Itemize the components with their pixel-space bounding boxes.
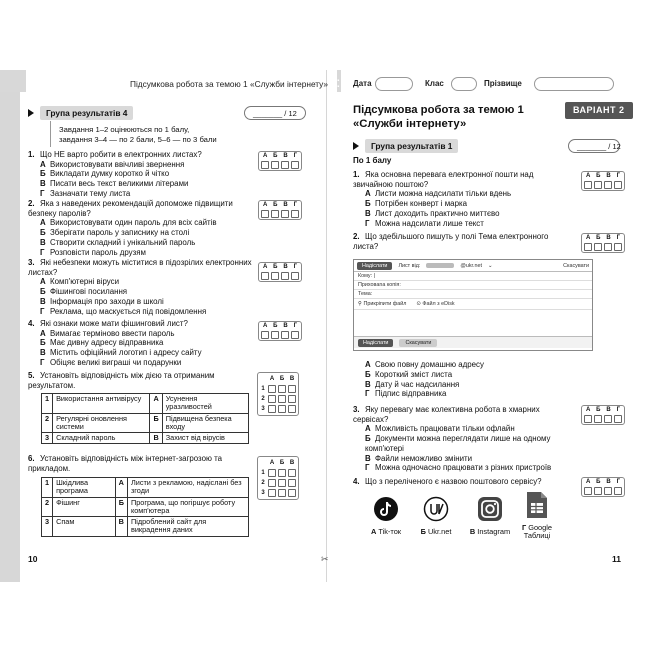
page-number-right: 11 [612,554,621,564]
scissors-icon: ✂ [321,554,329,564]
class-field[interactable] [451,77,477,91]
right-question-4: 4. Що з переліченого є назвою поштового сервісу? [353,477,542,486]
option: Г Обіцяє великі виграші чи подарунки [40,357,182,367]
answer-cell[interactable] [291,272,299,280]
option: В Створити складний і унікальний пароль [40,237,196,247]
note-rule [50,121,51,147]
answer-grid-q1[interactable]: А Б В Г [258,151,302,171]
answer-grid-q4[interactable]: А Б В Г [258,321,302,341]
date-field[interactable] [375,77,413,91]
table-row: 2 Фішинг Б Програма, що погіршує роботу комп'ютера [42,497,249,517]
answer-cell[interactable] [614,243,622,251]
answer-cell[interactable] [614,487,622,495]
service-option-c: В Instagram [466,496,514,536]
answer-cell[interactable] [604,243,612,251]
right-question-3: 3. Яку перевагу має колективна робота в хмарних сервісах? А Можливість працювати тільки офлайн Б Документи можна переглядати лише на одному комп'ютері В Файли неможливо змінити Г Можна одночасно працювати з різних пристроїв [353,405,571,473]
address-placeholder [426,263,454,268]
question-3: 3. Які небезпеки можуть міститися в підозрілих електронних листах? А Комп'ютерні віруси Б Фішингові посилання В Інформація про заходи в школі Г Реклама, що маскується під повідомлення [28,258,256,316]
google-sheets-icon [524,492,550,518]
cancel-button-bottom: Скасувати [399,339,437,347]
option: Б Викладати думку коротко й чітко [40,169,170,179]
triangle-bullet-icon [28,109,34,117]
service-option-a: А Tik-ток [366,496,406,536]
option: В Файли неможливо змінити [365,453,473,463]
from-label: Лист від: [398,262,421,269]
chevron-down-icon: ⌄ [488,262,493,269]
email-compose-illustration [353,259,593,351]
option: В Лист доходить практично миттєво [365,208,500,218]
answer-cell[interactable] [271,331,279,339]
answer-cell[interactable] [261,161,269,169]
right-score-box[interactable]: _______ / 12 [568,139,620,153]
answer-cell[interactable] [271,272,279,280]
matching-table-q5 [41,393,249,444]
option: Г Зазначати тему листа [40,188,131,198]
email-domain: @ukr.net [460,262,483,269]
option: Г Розповісти пароль друзям [40,247,146,257]
table-row: 2 Регулярні оновлення системи Б Підвищена безпека входу [42,413,249,433]
answer-cell[interactable] [261,272,269,280]
option: А Вимагає терміново ввести пароль [40,328,175,338]
answer-grid-r1[interactable]: А Б В Г [581,171,625,191]
group-results-1-heading: Група результатів 1 [353,139,458,153]
class-label: Клас [425,79,444,88]
match-cell[interactable] [278,395,286,403]
question-6: 6. Установіть відповідність між інтернет-загрозою та прикладом. [28,454,222,473]
option: Б Має дивну адресу відправника [40,338,164,348]
answer-cell[interactable] [291,331,299,339]
option: А Можливість працювати тільки офлайн [365,424,515,434]
option: Г Підпис відправника [365,389,447,399]
hidden-copy-field: Приховana копія: [354,281,592,290]
answer-cell[interactable] [584,415,592,423]
option: Г Можна надсилати лише текст [365,218,484,228]
answer-cell[interactable] [584,487,592,495]
group-results-4-heading: Група результатів 4 [28,106,133,120]
match-cell[interactable] [288,479,296,487]
match-cell[interactable] [288,489,296,497]
subject-field: Тема: [354,290,592,299]
option: Г Можна одночасно працювати з різних пристроїв [365,463,552,473]
answer-grid-r2[interactable]: А Б В Г [581,233,625,253]
match-cell[interactable] [268,479,276,487]
answer-grid-q2[interactable]: А Б В Г [258,200,302,220]
option: В Інформація про заходи в школі [40,296,164,306]
option: А Використовувати один пароль для всіх сайтів [40,218,217,228]
match-cell[interactable] [278,479,286,487]
option: В Писати весь текст великими літерами [40,179,189,189]
answer-cell[interactable] [614,181,622,189]
match-cell[interactable] [278,405,286,413]
attach-file: ⚲ Прикріпити файл [358,301,407,307]
option: А Листи можна надсилати тільки вдень [365,189,512,199]
option: Б Короткий зміст листа [365,369,453,379]
right-question-2-options [353,360,583,399]
left-margin-strip [0,70,20,582]
send-button-bottom: Надіслати [358,339,393,347]
answer-cell[interactable] [281,272,289,280]
answer-cell[interactable] [594,415,602,423]
match-cell[interactable] [288,405,296,413]
match-cell[interactable] [278,469,286,477]
paperclip-icon: ⚲ [358,301,362,307]
table-row: 1 Шкідлива програма А Листи з рекламою, надіслані без згоди [42,478,249,498]
tiktok-icon [373,496,399,522]
service-option-b: Б Ukr.net [412,496,460,536]
answer-cell[interactable] [594,487,602,495]
send-button: Надіслати [357,262,392,270]
answer-cell[interactable] [261,331,269,339]
answer-cell[interactable] [584,243,592,251]
match-cell[interactable] [288,385,296,393]
instagram-icon [477,496,503,522]
question-2: 2. Яка з наведених рекомендацій допоможе підвищити безпеку паролів? А Використовувати один пароль для всіх сайтів Б Зберігати пароль у записнику на столі В Створити складний і унікальний пароль Г Розповісти пароль друзям [28,199,256,257]
answer-cell[interactable] [261,210,269,218]
book-gutter [326,70,327,582]
date-label: Дата [353,79,372,88]
option: Б Фішингові посилання [40,286,128,296]
ukrnet-icon [423,496,449,522]
option: Б Потрібен конверт і марка [365,198,467,208]
variant-badge: ВАРІАНТ 2 [565,102,633,119]
answer-grid-r3[interactable]: А Б В Г [581,405,625,425]
answer-cell[interactable] [281,331,289,339]
right-question-2: 2. Що здебільшого пишуть у полі Тема електронного листа? [353,232,549,251]
page-title: Підсумкова робота за темою 1 «Служби інтернету» [353,104,524,130]
answer-cell[interactable] [584,181,592,189]
option: А Використовувати ввічливі звернення [40,159,185,169]
answer-grid-q3[interactable]: А Б В Г [258,262,302,282]
answer-cell[interactable] [604,487,612,495]
surname-label: Прізвище [484,79,522,88]
option: Б Зберігати пароль у записнику на столі [40,227,190,237]
match-grid-q5[interactable]: А Б В 1 2 3 [257,372,299,416]
dot-pattern-icon: ▪▪ ▪▪ [334,78,341,90]
match-cell[interactable] [288,469,296,477]
match-cell[interactable] [278,489,286,497]
answer-grid-r4[interactable]: А Б В Г [581,477,625,497]
option: А Комп'ютерні віруси [40,277,119,287]
points-label: По 1 балу [353,156,392,165]
answer-cell[interactable] [281,161,289,169]
match-cell[interactable] [268,385,276,393]
surname-field[interactable] [534,77,614,91]
answer-cell[interactable] [614,415,622,423]
page-number-left: 10 [28,554,38,564]
answer-cell[interactable] [604,415,612,423]
matching-table-q6 [41,477,249,537]
answer-cell[interactable] [281,210,289,218]
option: В Дату й час надсилання [365,379,460,389]
mail-body [354,310,592,336]
option: Г Реклама, що маскується під повідомлення [40,306,207,316]
cloud-icon: ⊙ [416,301,421,307]
question-1: 1. Що НЕ варто робити в електронних листах? А Використовувати ввічливі звернення Б Викладати думку коротко й чітко В Писати весь текст великими літерами Г Зазначати тему листа [28,150,256,199]
scoring-note: Завдання 1–2 оцінюються по 1 балу, завдання 3–4 — по 2 бали, 5–6 — по 3 бали [59,125,217,144]
match-cell[interactable] [268,489,276,497]
question-5: 5. Установіть відповідність між дією та отриманим результатом. [28,371,215,390]
table-row: 3 Складний пароль В Захист від вірусів [42,433,249,444]
cancel-link: Скасувати [563,262,589,269]
match-cell[interactable] [268,395,276,403]
match-grid-q6[interactable]: А Б В 1 2 3 [257,456,299,500]
answer-cell[interactable] [291,210,299,218]
option: Б Документи можна переглядати лише на одному комп'ютері [365,433,551,453]
answer-cell[interactable] [291,161,299,169]
running-header-title: Підсумкова робота за темою 1 «Служби інтернету» [130,79,329,89]
service-option-d: Г Google Таблиці [516,492,558,541]
match-cell[interactable] [268,405,276,413]
table-row: 1 Використання антивірусу А Усунення уразливостей [42,394,249,414]
edisk-file: ⊙ Файл з eDisk [416,301,455,307]
to-field: Кому: | [354,272,592,281]
dot-pattern-icon: ▪▪ ▪▪ [103,78,110,90]
answer-cell[interactable] [271,161,279,169]
table-row: 3 Спам В Підроблений сайт для викрадення даних [42,517,249,537]
right-question-1: 1. Яка основна перевага електронної пошти над звичайною поштою? А Листи можна надсилати тільки вдень Б Потрібен конверт і марка В Лист доходить практично миттєво Г Можна надсилати лише текст [353,170,571,228]
triangle-bullet-icon [353,142,359,150]
left-score-box[interactable]: _______ / 12 [244,106,306,120]
match-cell[interactable] [288,395,296,403]
answer-cell[interactable] [271,210,279,218]
match-cell[interactable] [278,385,286,393]
answer-cell[interactable] [594,181,602,189]
answer-cell[interactable] [594,243,602,251]
option: А Свою повну домашню адресу [365,360,484,369]
answer-cell[interactable] [604,181,612,189]
option: В Містить офіційний логотип і адресу сайту [40,348,202,358]
match-cell[interactable] [268,469,276,477]
question-4: 4. Які ознаки може мати фішинговий лист? А Вимагає терміново ввести пароль Б Має дивну адресу відправника В Містить офіційний логотип і адресу сайту Г Обіцяє великі виграші чи подарунки [28,319,256,368]
